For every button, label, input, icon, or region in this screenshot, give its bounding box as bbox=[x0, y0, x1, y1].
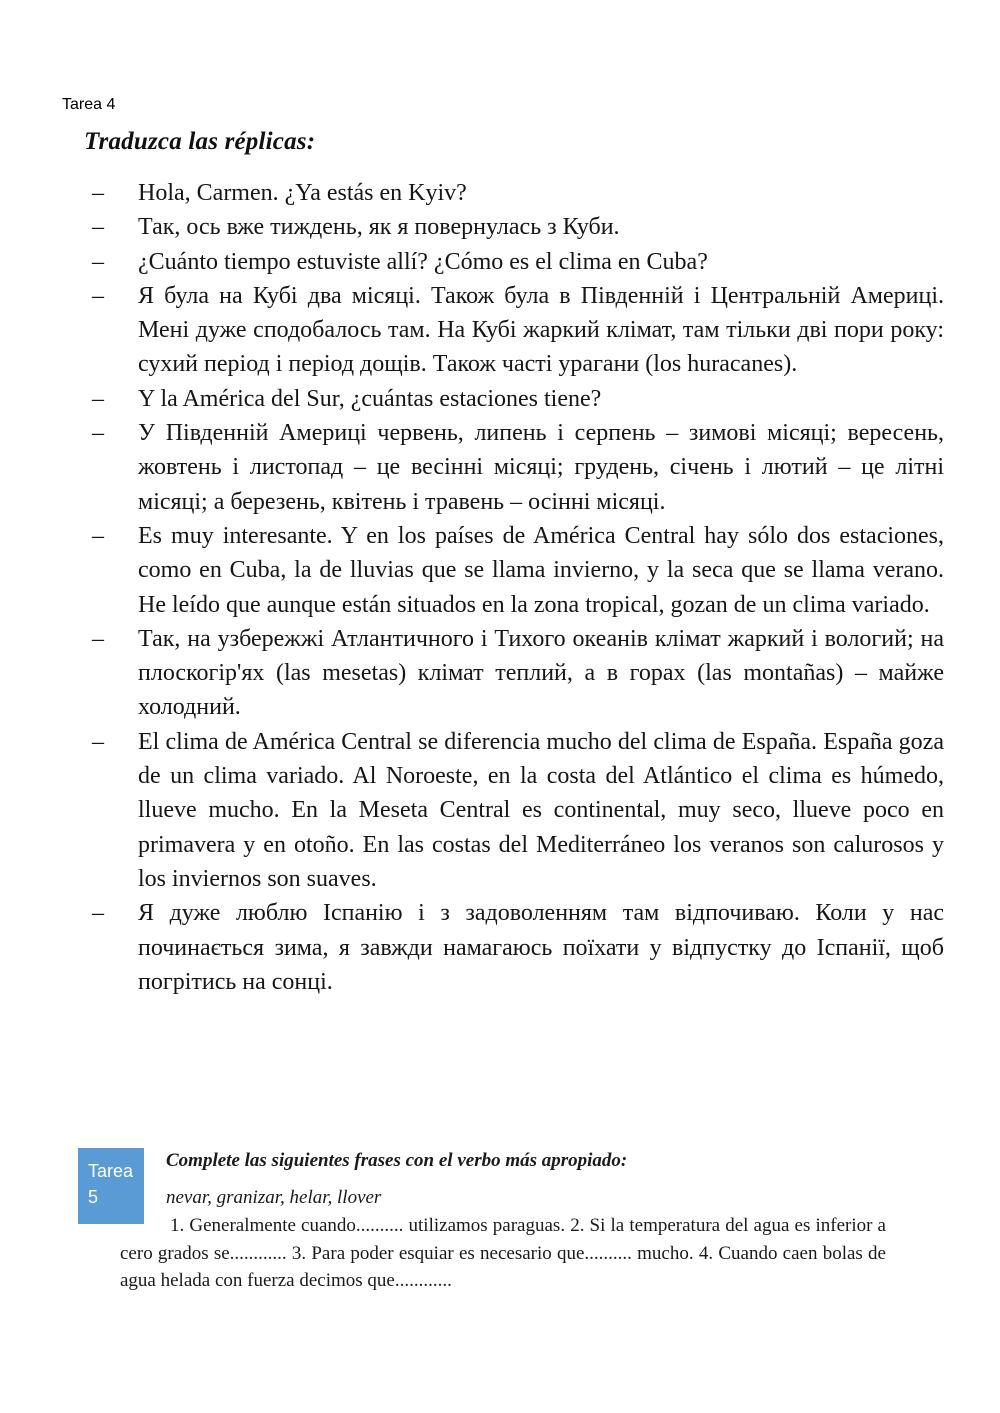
dash: – bbox=[92, 728, 104, 755]
replica-7 bbox=[92, 519, 944, 622]
dash: – bbox=[92, 420, 104, 447]
task5-verbs: nevar, granizar, helar, llover bbox=[166, 1187, 382, 1208]
replica-10 bbox=[92, 896, 944, 999]
replica-6 bbox=[92, 416, 944, 519]
dash: – bbox=[92, 248, 104, 275]
task5-heading: Complete las siguientes frases con el verbo más apropiado: bbox=[166, 1150, 628, 1171]
replica-9 bbox=[92, 725, 944, 896]
dash: – bbox=[92, 282, 104, 309]
replica-5 bbox=[92, 382, 944, 416]
replica-1 bbox=[92, 176, 944, 210]
replica-text: El clima de América Central se diferencia mucho del clima de España. España goza de un clima variado. Al Noroeste, en la costa del Atlántico el clima es húmedo, llueve mucho. En la Meseta Central es continental, muy seco, llueve poco en primavera y en otoño. En las costas del Mediterráneo los veranos son calurosos y los inviernos son suaves. bbox=[138, 728, 944, 892]
dash: – bbox=[92, 385, 104, 412]
replica-4 bbox=[92, 279, 944, 382]
replica-text: Hola, Carmen. ¿Ya estás en Kyiv? bbox=[138, 180, 467, 206]
dash: – bbox=[92, 180, 104, 206]
dash: – bbox=[92, 900, 104, 927]
replica-text: ¿Cuánto tiempo estuviste allí? ¿Cómo es el clima en Cuba? bbox=[138, 248, 708, 275]
dash: – bbox=[92, 625, 104, 652]
replica-text: Y la América del Sur, ¿cuántas estaciones tiene? bbox=[138, 385, 602, 412]
replica-text: Я дуже люблю Іспанію і з задоволенням там відпочиваю. Коли у нас починається зима, я завжди намагаюсь поїхати у відпустку до Іспанії, щоб погрітись на сонці. bbox=[138, 900, 944, 995]
replica-text: У Південній Америці червень, липень і серпень – зимові місяці; вересень, жовтень і листопад – це весінні місяці; грудень, січень і лютий – це літні місяці; а березень, квітень і травень – осінні місяці. bbox=[138, 420, 944, 515]
replica-text: Es muy interesante. Y en los países de América Central hay sólo dos estaciones, como en Cuba, la de lluvias que se llama invierno, y la seca que se llama verano. He leído que aunque están situados en la zona tropical, gozan de un clima variado. bbox=[138, 522, 944, 618]
exercise-text: 1. Generalmente cuando.......... utilizamos paraguas. 2. Si la temperatura del agua es inferior a cero grados se............ 3. Para poder esquiar es necesario que.......... mucho. 4. Cuando caen bolas de agua helada con fuerza decimos que............ bbox=[120, 1215, 886, 1291]
task5-label-line1: Tarea bbox=[88, 1161, 134, 1181]
replica-text: Так, ось вже тиждень, як я повернулась з Куби. bbox=[138, 214, 620, 241]
task5-exercise bbox=[120, 1212, 886, 1295]
task5-label-line2: 5 bbox=[88, 1187, 99, 1207]
dash: – bbox=[92, 214, 104, 241]
replica-text: Я була на Кубі два місяці. Також була в Південній і Центральній Америці. Мені дуже сподобалось там. На Кубі жаркий клімат, там тільки дві пори року: сухий період і період дощів. Також часті урагани (los huracanes). bbox=[138, 282, 944, 378]
task4-label: Tarea 4 bbox=[62, 96, 116, 113]
replica-3 bbox=[92, 245, 944, 279]
replica-2 bbox=[92, 210, 944, 244]
dialogue bbox=[92, 176, 944, 999]
task4-heading: Traduzca las réplicas: bbox=[84, 128, 316, 155]
replica-text: Так, на узбережжі Атлантичного і Тихого океанів клімат жаркий і вологий; на плоскогір'ях (las mesetas) клімат теплий, а в горах (las montañas) – майже холодний. bbox=[138, 625, 944, 721]
dash: – bbox=[92, 522, 104, 549]
replica-8 bbox=[92, 622, 944, 725]
